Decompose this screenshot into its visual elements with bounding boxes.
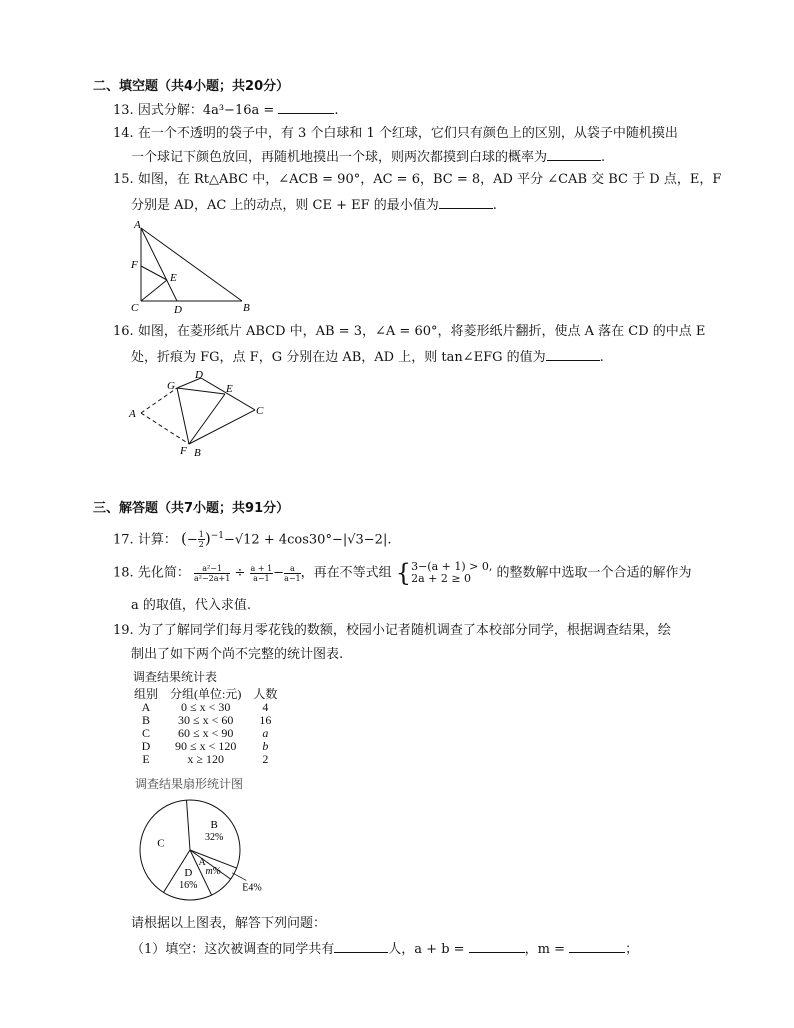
segment-AD [141,228,177,301]
cell-count: 2 [262,752,269,766]
q15-number: 15. [113,172,134,187]
q18-ineq2: 2a + 2 ≥ 0 [411,572,472,585]
header-range: 分组(单位:元) [170,687,242,701]
header-group: 组别 [134,687,159,701]
sub1-ab-blank[interactable] [469,938,525,953]
q19-text-line1: 为了了解同学们每月零花钱的数额，校园小记者随机调查了本校部分同学，根据调查结果，绘 [137,623,671,638]
q16-end: . [599,350,604,365]
stats-table-title: 调查结果统计表 [133,670,218,684]
pie-label-A: A [198,857,206,869]
q18-f1-num: a²−1 [194,564,230,574]
section3-title: 三、解答题（共7小题；共91分） [93,501,290,516]
label-D: D [174,304,182,316]
q18-number: 18. [113,565,134,581]
q13-answer-blank[interactable] [278,99,334,114]
q15-triangle-figure [125,218,265,318]
q18-line1: 18. 先化简： $\frac{\text{a²−1}}{\text{a²−2a+1}}$ ÷ $\frac{a + 1}{a-1}$ − $\frac{a}{a-1}$ ，再在不等式组 { 3−(a + 1) > 0, 2a + 2 ≥ 0 的整数解中选取一个合适的解作为 [113,559,692,587]
q16-number: 16. [113,324,134,339]
edge-CB [189,410,255,444]
cell-range: 60 ≤ x < 90 [178,726,234,740]
q18-div: ÷ [234,565,246,581]
label-B: B [194,447,201,459]
q17-number: 17. [113,532,134,548]
pie-chart [130,795,280,915]
q14-text-line1: 在一个不透明的袋子中，有 3 个白球和 1 个红球，它们只有颜色上的区别，从袋子中随机摸出 [137,126,678,141]
cell-group: B [142,713,151,727]
q19-sub1 [131,938,638,960]
label-C: C [256,405,264,417]
q18-minus: − [273,565,285,581]
label-F: F [180,445,187,457]
pie-label-E: E4% [242,882,262,894]
q19-line2: 制出了如下两个尚不完整的统计图表. [131,647,344,662]
pie-value-D: 16% [179,879,198,891]
sub1-text3: ，m = [524,942,570,957]
edge-AB [141,228,242,301]
q16-answer-blank[interactable] [546,346,600,361]
sub1-text2: 人，a + b = [388,942,469,957]
q18-after: 的整数解中选取一个合适的解作为 [496,565,692,581]
q14-line2 [131,146,605,168]
label-C: C [131,302,139,314]
q19-line1 [113,621,671,641]
dashed-AF [141,413,189,444]
label-G: G [167,380,175,392]
label-E: E [226,383,233,395]
stats-table [128,688,283,766]
segment-CE [141,280,167,301]
q18-ineq1: 3−(a + 1) > 0, [411,560,493,573]
cell-count: a [262,726,269,740]
q16-text-line2: 处，折痕为 FG，点 F，G 分别在边 AB，AD 上，则 tan∠EFG 的值为 [131,350,546,365]
q17-frac-num: 1 [198,530,204,540]
pie-label-D: D [184,866,193,879]
sub1-text1: （1）填空：这次被调查的同学共有 [131,942,335,957]
q14-line1 [113,124,678,144]
cell-range: 90 ≤ x < 120 [175,739,237,753]
q14-text-line2: 一个球记下颜色放回，再随机地摸出一个球，则两次都摸到白球的概率为 [131,150,548,165]
cell-group: A [141,700,151,714]
sub1-total-blank[interactable] [334,938,388,953]
pie-value-B: 32% [204,832,224,844]
q18-f2-num: a + 1 [250,563,273,573]
q15-end: . [492,198,497,213]
label-E: E [170,272,177,284]
cell-count: b [262,739,269,753]
q16-rhombus-figure [125,368,275,463]
label-B: B [243,302,250,314]
label-F: F [131,259,138,271]
q18-mid: ，再在不等式组 [300,565,392,581]
q18-f3-den: a−1 [284,573,301,583]
q18-f1-den: a²−2a+1 [193,573,231,583]
q18-f2-den: a−1 [253,573,270,583]
q17-label: 计算： [137,532,177,548]
cell-group: C [142,726,151,740]
pie-label-B: B [210,819,218,832]
pie-leader-E [232,873,246,881]
sub1-end: ； [625,942,639,957]
pie-title: 调查结果扇形统计图 [135,777,244,791]
q15-text-line2: 分别是 AD，AC 上的动点，则 CE + EF 的最小值为 [131,198,439,213]
q19-instruction: 请根据以上图表，解答下列问题： [131,916,327,931]
q18-label: 先化简： [137,565,190,581]
q17: 17. 计算： (− $\frac{1}{2}$ )$^{-1}$−√12 + 4cos30°−|√3−2|. [113,529,392,550]
q15-line2 [131,194,497,216]
q17-rest: −√12 + 4cos30°−|√3−2|. [223,532,392,548]
fold-FG [177,388,189,444]
q19-number: 19. [113,623,134,638]
label-D: D [195,369,203,381]
sub1-m-blank[interactable] [569,938,625,953]
q16-text-line1: 如图，在菱形纸片 ABCD 中，AB = 3，∠A = 60°，将菱形纸片翻折，使点 A 落在 CD 的中点 E [137,324,706,339]
q14-answer-blank[interactable] [547,146,601,161]
pie-slice-boundary-B [187,800,190,850]
cell-group: E [142,752,150,766]
q14-end: . [601,150,606,165]
q16-line1 [113,322,705,342]
q13 [113,99,339,121]
table-row [128,753,283,766]
cell-range: 0 ≤ x < 30 [181,700,231,714]
header-count: 人数 [253,687,278,701]
q18-f3-num: a [284,564,301,574]
q13-number: 13. [113,103,134,118]
pie-label-C: C [157,837,165,850]
label-A: A [129,408,136,420]
q16-line2 [131,346,604,368]
q15-line1 [113,170,721,190]
cell-count: 16 [259,713,272,727]
cell-group: D [141,739,151,753]
q13-end: . [334,103,339,118]
q13-text: 因式分解：4a³−16a = [137,103,279,118]
q17-frac-den: 2 [198,540,204,550]
pie-value-A: m% [205,866,222,878]
q15-text-line1: 如图，在 Rt△ABC 中，∠ACB = 90°，AC = 6，BC = 8，AD 平分 ∠CAB 交 BC 于 D 点，E，F [137,172,722,187]
segment-GE [177,388,225,394]
label-A: A [134,219,141,231]
cell-range: x ≥ 120 [187,752,224,766]
q14-number: 14. [113,126,134,141]
section2-title: 二、填空题（共4小题；共20分） [93,79,290,94]
segment-FE [189,394,225,444]
q15-answer-blank[interactable] [439,194,493,209]
q18-line2: a 的取值，代入求值. [131,598,252,613]
q17-exponent: −1 [210,531,224,541]
cell-count: 4 [262,700,269,714]
cell-range: 30 ≤ x < 60 [178,713,234,727]
